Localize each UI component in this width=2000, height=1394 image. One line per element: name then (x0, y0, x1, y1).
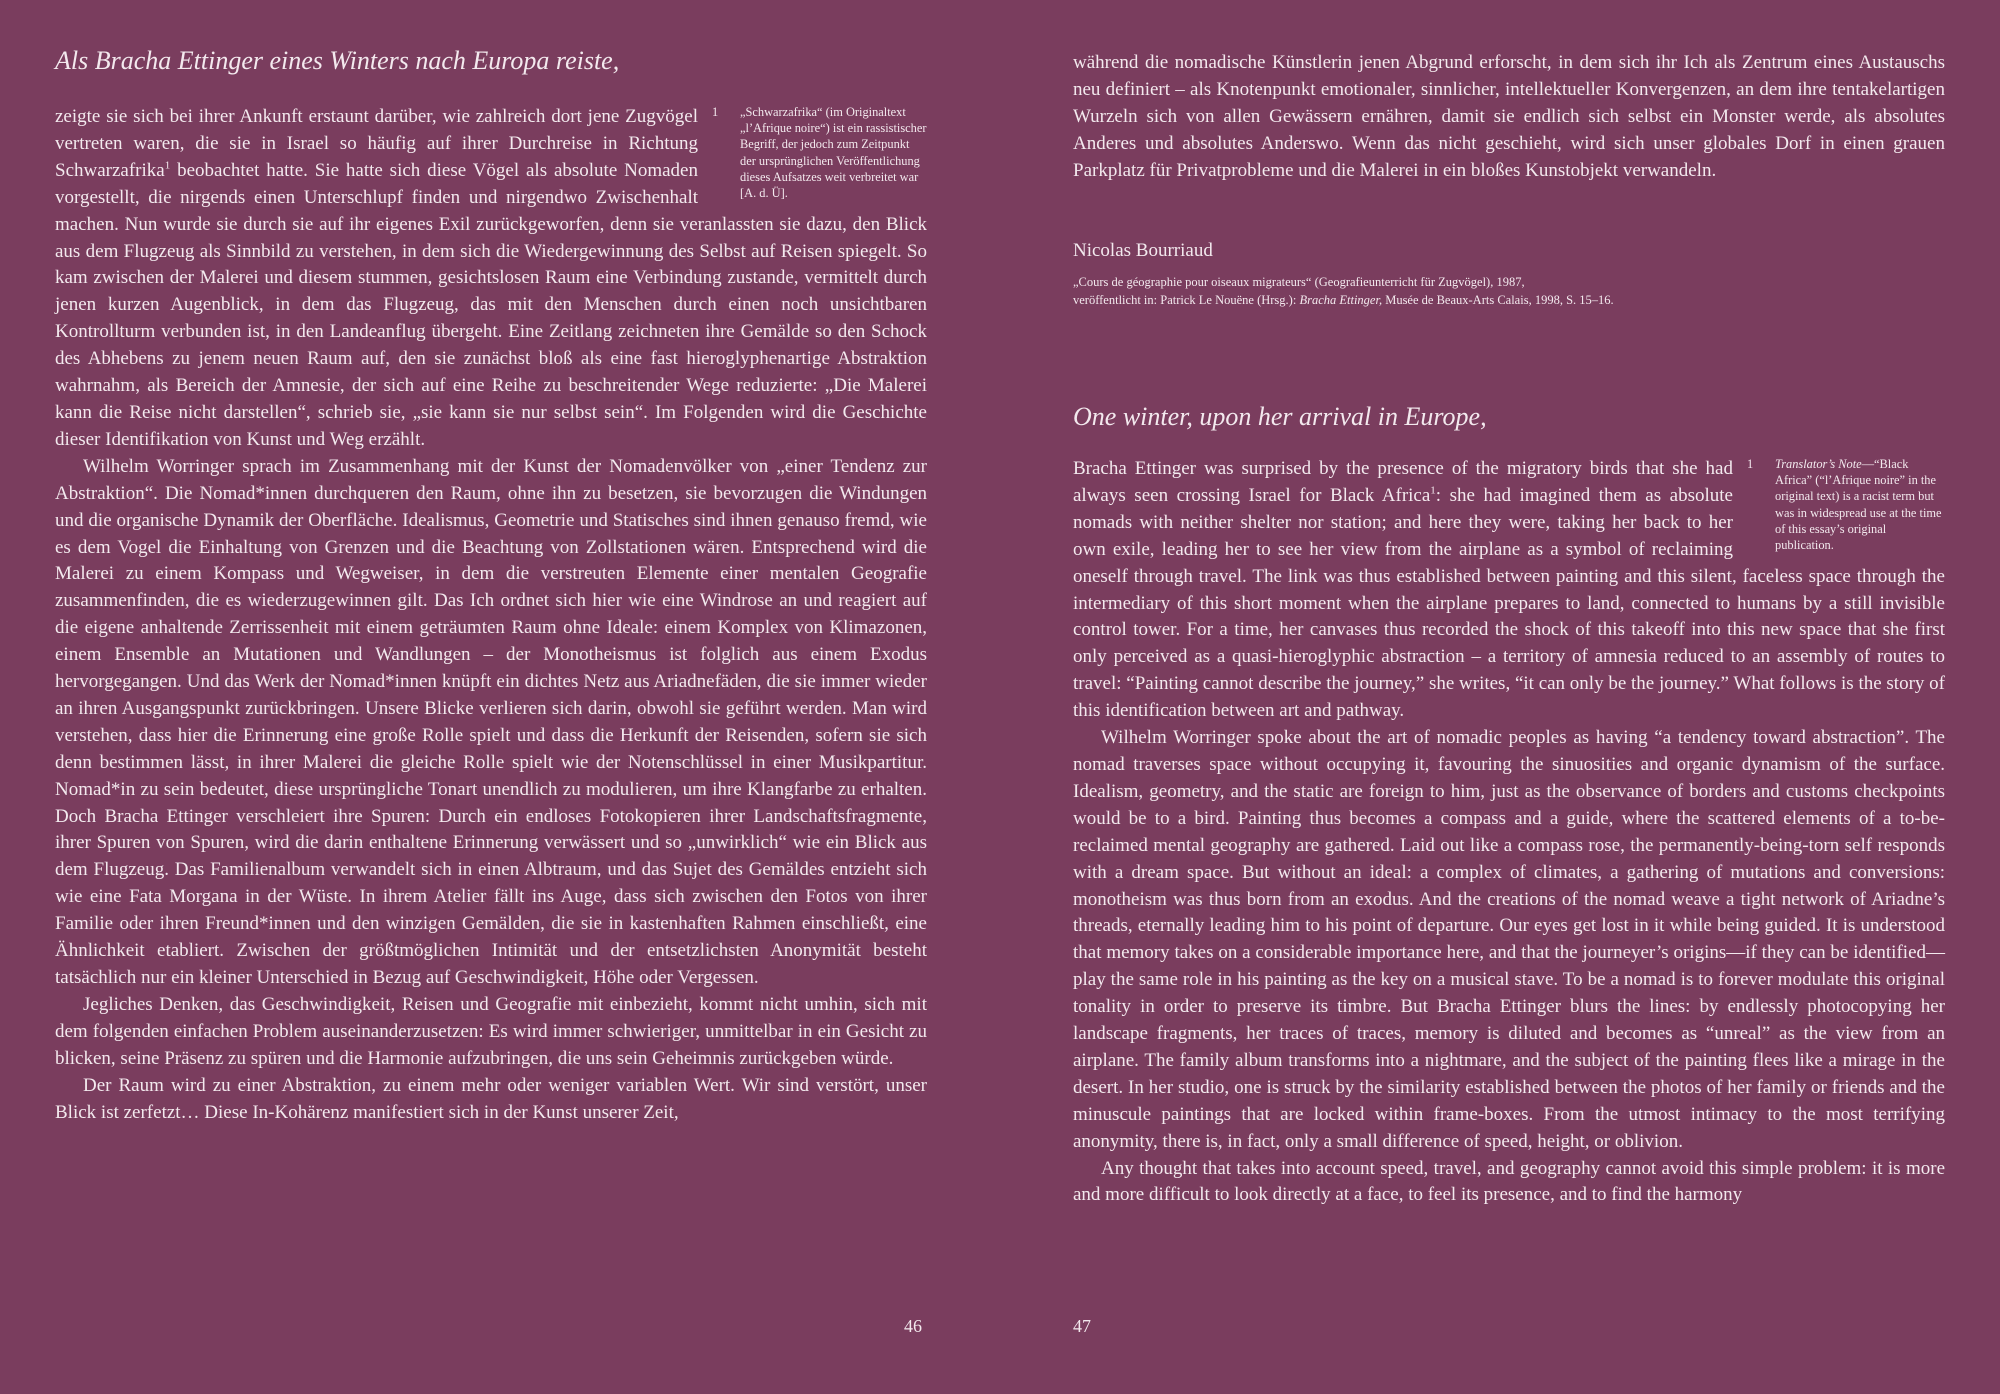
left-paragraph-1: 1 „Schwarzafrika“ (im Originaltext „l’Afrique noire“) ist ein rassistischer Begriff, der jedoch zum Zeitpunkt der ursprünglichen Veröffentlichung dieses Aufsatzes weit verbreitet war [A. d. Ü]. zeigte sie sich bei ihrer Ankunft erstaunt darüber, wie zahlreich dort jene Zugvögel vertreten waren, die sie in Israel so häufig auf ihrer Durchreise in Richtung Schwarzafrika$^1$ beobachtet hatte. Sie hatte sich diese Vögel als absolute Nomaden vorgestellt, die nirgends einen Unterschlupf finden und nirgendwo Zwischenhalt machen. Nun wurde sie durch sie auf ihr eigenes Exil zurückgeworfen, denn sie veranlassten sie dazu, den Blick aus dem Flugzeug als Sinnbild zu verstehen, in dem sich die Wiedergewinnung des Selbst auf Reisen spiegelt. So kam zwischen der Malerei und diesem stummen, gesichtslosen Raum eine Verbindung zustande, vermittelt durch jenen kurzen Augenblick, in dem das Flugzeug, das mit den Menschen durch einen noch unsichtbaren Kontrollturm verbunden ist, in den Landeanflug übergeht. Eine Zeitlang zeichneten ihre Gemälde so den Schock des Abhebens zu jenem neuen Raum auf, den sie zunächst bloß als eine fast hieroglyphenartige Abstraktion wahrnahm, als Bereich der Amnesie, der sich auf eine Reihe zu beschreitender Wege reduzierte: „Die Malerei kann die Reise nicht darstellen“, schrieb sie, „sie kann sie nur selbst sein“. Im Folgenden wird die Geschichte dieser Identifikation von Kunst und Weg erzählt. (55, 105, 927, 450)
page-number-right: 47 (1073, 1316, 1091, 1336)
author-name: Nicolas Bourriaud (1073, 240, 1213, 261)
right-footnote-number: 1 (1747, 457, 1754, 471)
left-paragraph-2: Wilhelm Worringer sprach im Zusammenhang mit der Kunst der Nomadenvölker von „einer Tendenz zur Abstraktion“. Die Nomad*innen durchqueren den Raum, ohne ihn zu besetzen, sie bevorzugen die Windungen und die organische Dynamik der Oberfläche. Idealismus, Geometrie und Statisches sind ihnen genauso fremd, wie es dem Vogel die Einhaltung von Grenzen und die Beachtung von Zollstationen wären. Entsprechend wird die Malerei zu einem Kompass und Wegweiser, in dem die verstreuten Elemente einer mentalen Geografie zusammenfinden, die es wiederzugewinnen gilt. Das Ich ordnet sich hier wie eine Windrose an und reagiert auf die eigene anhaltende Zerrissenheit mit einem geträumten Raum ohne Ideale: einem Komplex von Klimazonen, einem Ensemble an Mutationen und Wandlungen – der Monotheismus ist folglich aus einem Exodus hervorgegangen. Und das Werk der Nomad*innen knüpft ein dichtes Netz aus Ariadnefäden, die sie immer wieder an ihren Ausgangspunkt zurückbringen. Unsere Blicke verlieren sich darin, obwohl sie geführt werden. Man wird verstehen, dass hier die Erinnerung eine große Rolle spielt und dass die Herkunft der Reisenden, sofern sie sich denn bestimmen lässt, in ihrer Malerei die gleiche Rolle spielt wie der Notenschlüssel in einer Musikpartitur. Nomad*in zu sein bedeutet, diese ursprüngliche Tonart unendlich zu modulieren, um ihre Klangfarbe zu erhalten. Doch Bracha Ettinger verschleiert ihre Spuren: Durch ein endloses Fotokopieren ihrer Landschaftsfragmente, ihrer Spuren von Spuren, wird die darin enthaltene Erinnerung verwässert und so „unwirklich“ wie ein Blick aus dem Flugzeug. Das Familienalbum verwandelt sich in einen Albtraum, und das Sujet des Gemäldes entzieht sich wie eine Fata Morgana in der Wüste. In ihrem Atelier fällt ins Auge, dass sich zwischen den Fotos von ihrer Familie oder ihren Freund*innen und den winzigen Gemälden, die sie in kastenhaften Rahmen einschließt, eine Ähnlichkeit etabliert. Zwischen der größtmöglichen Intimität und der entsetzlichsten Anonymität besteht tatsächlich nur ein kleiner Unterschied in Bezug auf Geschwindigkeit, Höhe oder Vergessen. (55, 455, 927, 988)
left-footnote-text: „Schwarzafrika“ (im Originaltext „l’Afrique noire“) ist ein rassistischer Begriff, der jedoch zum Zeitpunkt der ursprünglichen Veröffentlichung dieses Aufsatzes weit verbreitet war [A. d. Ü]. (740, 105, 927, 201)
right-heading: One winter, upon her arrival in Europe, (1073, 402, 1487, 431)
left-footnote (712, 104, 927, 201)
left-body-text (55, 104, 927, 1126)
source-line-1: „Cours de géographie pour oiseaux migrateurs“ (Geografieunterricht für Zugvögel), 1987, (1073, 275, 1525, 289)
right-footnote-text: Translator’s Note—“Black Africa” (“l’Afrique noire” in the original text) is a racist term but was in widespread use at the time of this essay’s original publication. (1775, 457, 1942, 553)
left-footnote-number: 1 (712, 105, 719, 119)
right-paragraph-2: Wilhelm Worringer spoke about the art of nomadic peoples as having “a tendency toward abstraction”. The nomad traverses space without occupying it, favouring the sinuosities and organic dynamism of the surface. Idealism, geometry, and the static are foreign to him, just as the observance of borders and customs checkpoints would be to a bird. Painting thus becomes a compass and a guide, where the scattered elements of a to-be-reclaimed mental geography are gathered. Laid out like a compass rose, the permanently-being-torn self responds with a dream space. But without an ideal: a complex of climates, a gathering of mutations and conversions: monotheism was thus born from an exodus. And the creations of the nomad weave a tight network of Ariadne’s threads, eternally leading him to his point of departure. Our eyes get lost in it while being guided. It is understood that memory takes on a considerable importance here, and that the journeyer’s origins—if they can be identified—play the same role in his painting as the key on a musical stave. To be a nomad is to forever modulate this original tonality in order to preserve its timbre. But Bracha Ettinger blurs the lines: by endlessly photocopying her landscape fragments, her traces of traces, memory is diluted and becomes as “unreal” as the view from an airplane. The family album transforms into a nightmare, and the subject of the painting flees like a mirage in the desert. In her studio, one is struck by the similarity established between the photos of her family or friends and the minuscule paintings that are locked within frame-boxes. From the utmost intimacy to the most terrifying anonymity, there is, in fact, only a small difference of speed, height, or oblivion. (1073, 727, 1945, 1152)
right-top-paragraph: während die nomadische Künstlerin jenen Abgrund erforscht, in dem sich ihr Ich als Zentrum eines Austauschs neu definiert – als Knotenpunkt emotionaler, sinnlicher, intellektueller Konvergenzen, an dem ihre tentakelartigen Wurzeln sich von allen Gewässern ernähren, damit sie endlich sich selbst ein Monster werde, als absolutes Anderes und absolutes Anderswo. Wenn das nicht geschieht, wird sich unser globales Dorf in einen grauen Parkplatz für Privatprobleme und die Malerei in ein bloßes Kunstobjekt verwandeln. (1073, 52, 1945, 181)
source-citation (1073, 273, 1945, 309)
footnote-ref[interactable]: 1 (164, 159, 171, 172)
right-page (1000, 0, 2000, 1394)
right-body-text (1073, 456, 1945, 1209)
footnote-ref[interactable]: 1 (1430, 484, 1436, 497)
right-footnote (1747, 456, 1945, 553)
right-paragraph-1: 1 Translator’s Note—“Black Africa” (“l’Afrique noire” in the original text) is a racist term but was in widespread use at the time of this essay’s original publication. Bracha Ettinger was surprised by the presence of the migratory birds that she had always seen crossing Israel for Black Africa$^1$: she had imagined them as absolute nomads with neither shelter nor station; and here they were, taking her back to her own exile, leading her to see her view from the airplane as a symbol of reclaiming oneself through travel. The link was thus established between painting and this silent, faceless space through the intermediary of this short moment when the airplane prepares to land, connected to humans by a still invisible control tower. For a time, her canvases thus recorded the shock of this takeoff into this new space that she first only perceived as a quasi-hieroglyphic abstraction – a territory of amnesia reduced to an assembly of routes to travel: “Painting cannot describe the journey,” she writes, “it can only be the journey.” What follows is the story of this identification between art and pathway. (1073, 457, 1945, 722)
left-paragraph-4: Der Raum wird zu einer Abstraktion, zu einem mehr oder weniger variablen Wert. Wir sind verstört, unser Blick ist zerfetzt… Diese In-Kohärenz manifestiert sich in der Kunst unserer Zeit, (55, 1074, 927, 1123)
page-number-left: 46 (904, 1316, 922, 1336)
right-paragraph-3: Any thought that takes into account speed, travel, and geography cannot avoid this simple problem: it is more and more difficult to look directly at a face, to feel its presence, and to find the harmony (1073, 1157, 1945, 1206)
source-line-2: veröffentlicht in: Patrick Le Nouëne (Hrsg.): Bracha Ettinger, Musée de Beaux-Arts Calais, 1998, S. 15–16. (1073, 293, 1614, 307)
left-heading: Als Bracha Ettinger eines Winters nach Europa reiste, (55, 46, 620, 75)
left-paragraph-3: Jegliches Denken, das Geschwindigkeit, Reisen und Geografie mit einbezieht, kommt nicht umhin, sich mit dem folgenden einfachen Problem auseinanderzusetzen: Es wird immer schwieriger, unmittelbar in ein Gesicht zu blicken, seine Präsenz zu spüren und die Harmonie aufzubringen, die uns sein Geheimnis zurückgeben würde. (55, 993, 927, 1069)
right-top-text (1073, 50, 1945, 185)
